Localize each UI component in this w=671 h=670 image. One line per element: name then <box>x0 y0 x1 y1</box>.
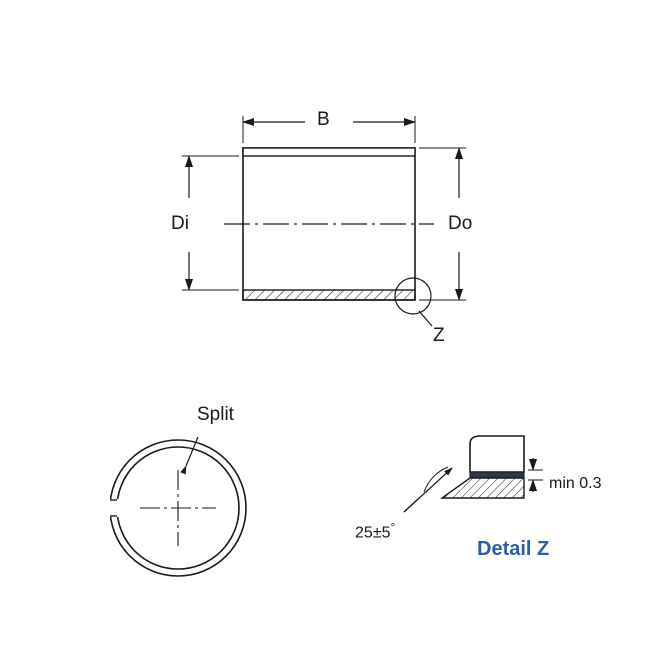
split-label: Split <box>197 404 234 425</box>
chamfer-angle-label <box>355 521 395 541</box>
front-view <box>108 437 246 576</box>
chamfer-angle-value: 25±5 <box>355 524 391 542</box>
detail-z-view <box>404 436 543 512</box>
min-thickness-label: min 0.3 <box>549 475 602 492</box>
side-section-view <box>182 116 466 326</box>
dimension-label-di: Di <box>171 213 189 234</box>
detail-marker-z: Z <box>433 325 445 346</box>
chamfer-angle-unit: ° <box>390 520 396 534</box>
detail-z-title: Detail Z <box>477 538 550 560</box>
dimension-label-do: Do <box>448 213 473 234</box>
dimension-label-b: B <box>317 109 330 130</box>
